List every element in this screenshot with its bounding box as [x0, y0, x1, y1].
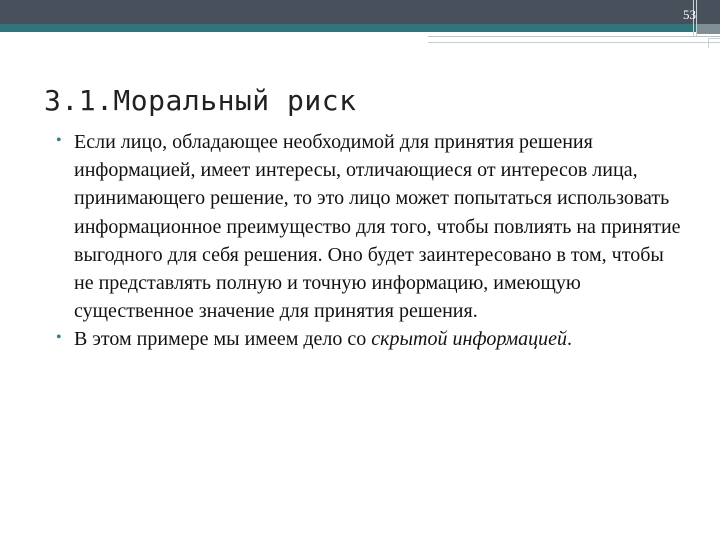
header-right-tab — [697, 24, 720, 34]
bullet-item — [56, 128, 681, 325]
decorative-vertical-line — [696, 0, 697, 36]
bullet-text: Если лицо, обладающее необходимой для принятия решения информацией, имеет интересы, отличающиеся от интересов лица, принимающего решение, то это лицо может попытаться использовать информационное преимущество для того, чтобы повлиять на принятие выгодного для себя решения. Оно будет заинтересовано в том, чтобы не представлять полную и точную информацию, имеющую существенное значение для принятия решения. — [74, 131, 681, 323]
bullet-icon: • — [56, 329, 62, 347]
slide-content — [56, 128, 681, 354]
decorative-line-top — [428, 36, 720, 37]
bullet-item — [56, 325, 681, 353]
header-band — [0, 0, 720, 24]
decorative-line-bottom — [428, 42, 720, 43]
decorative-corner-ticks — [708, 38, 720, 48]
header-accent-band — [0, 24, 697, 32]
slide-title: 3.1.Моральный риск — [44, 84, 357, 117]
bullet-text-italic: скрытой информацией — [371, 328, 567, 351]
bullet-text: В этом примере мы имеем дело со — [74, 328, 372, 351]
slide-number: 53 — [683, 7, 696, 22]
bullet-text-end: . — [567, 328, 572, 351]
bullet-icon: • — [56, 132, 62, 149]
